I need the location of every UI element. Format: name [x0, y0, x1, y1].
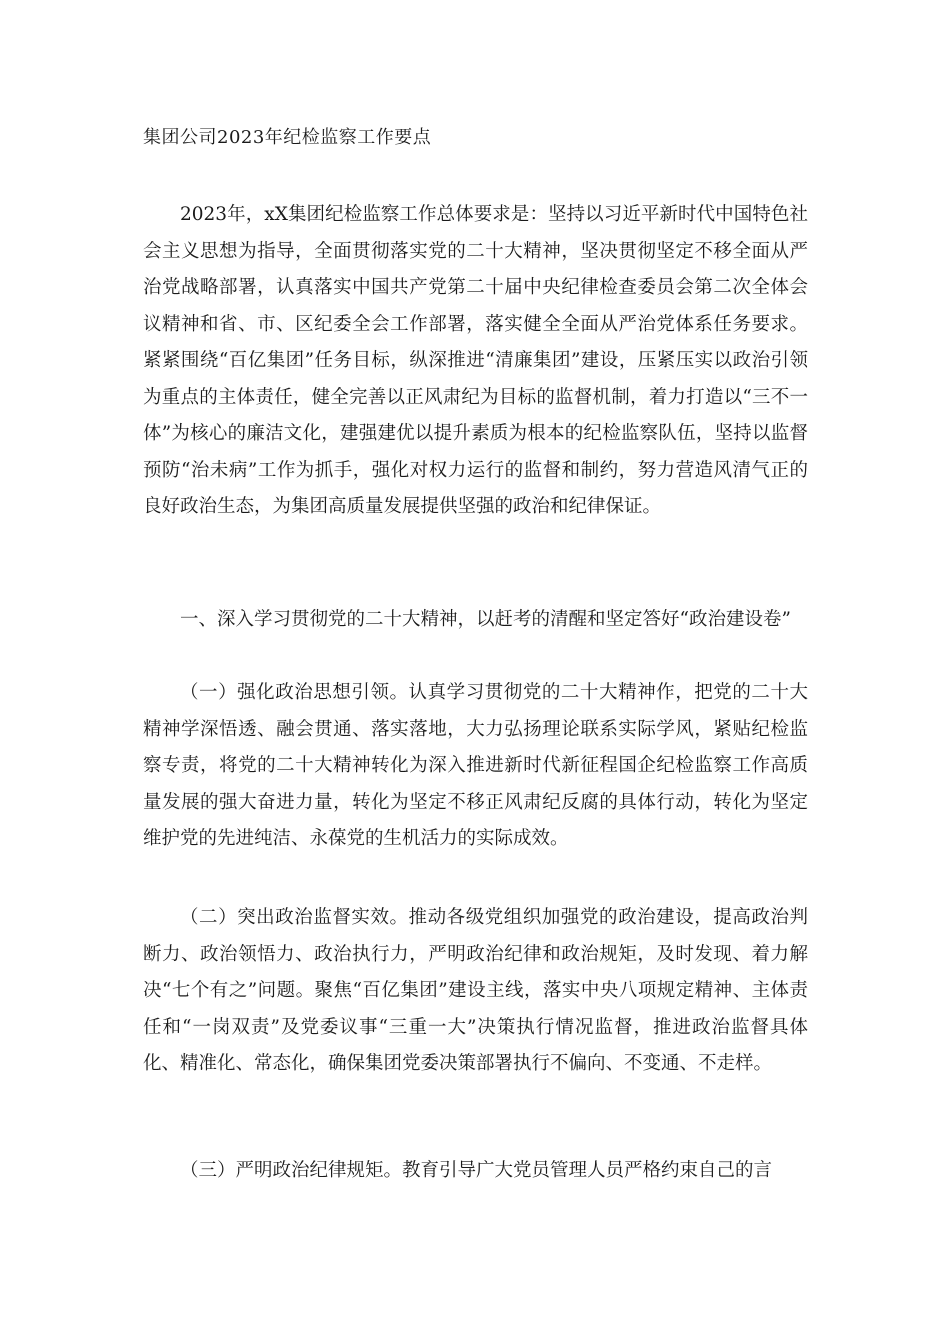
paragraph-general-requirements: 2023年，xX集团纪检监察工作总体要求是：坚持以习近平新时代中国特色社会主义思想为指导，全面贯彻落实党的二十大精神，坚决贯彻坚定不移全面从严治党战略部署，认真落实中国共产党第二十届中央纪律检查委员会第二次全体会议精神和省、市、区纪委全会工作部署，落实健全全面从严治党体系任务要求。紧紧围绕“百亿集团”任务目标，纵深推进“清廉集团”建设，压紧压实以政治引领为重点的主体责任，健全完善以正风肃纪为目标的监督机制，着力打造以“三不一体”为核心的廉洁文化，建强建优以提升素质为根本的纪检监察队伍，坚持以监督预防“治未病”工作为抓手，强化对权力运行的监督和制约，努力营造风清气正的良好政治生态，为集团高质量发展提供坚强的政治和纪律保证。 [143, 204, 808, 517]
paragraph-item-3: （三）严明政治纪律规矩。教育引导广大党员管理人员严格约束自己的言 [180, 1160, 773, 1181]
paragraph-item-1: （一）强化政治思想引领。认真学习贯彻党的二十大精神作，把党的二十大精神学深悟透、融会贯通、落实落地，大力弘扬理论联系实际学风，紧贴纪检监察专责，将党的二十大精神转化为深入推进新时代新征程国企纪检监察工作高质量发展的强大奋进力量，转化为坚定不移正风肃纪反腐的具体行动，转化为坚定维护党的先进纯洁、永葆党的生机活力的实际成效。 [143, 682, 808, 849]
section-heading-1: 一、深入学习贯彻党的二十大精神，以赶考的清醒和坚定答好“政治建设卷” [180, 609, 791, 630]
paragraph-item-2: （二）突出政治监督实效。推动各级党组织加强党的政治建设，提高政治判断力、政治领悟力、政治执行力，严明政治纪律和政治规矩，及时发现、着力解决“七个有之”问题。聚焦“百亿集团”建设主线，落实中央八项规定精神、主体责任和“一岗双责”及党委议事“三重一大”决策执行情况监督，推进政治监督具体化、精准化、常态化，确保集团党委决策部署执行不偏向、不变通、不走样。 [143, 907, 808, 1074]
document-title: 集团公司2023年纪检监察工作要点 [143, 127, 432, 148]
